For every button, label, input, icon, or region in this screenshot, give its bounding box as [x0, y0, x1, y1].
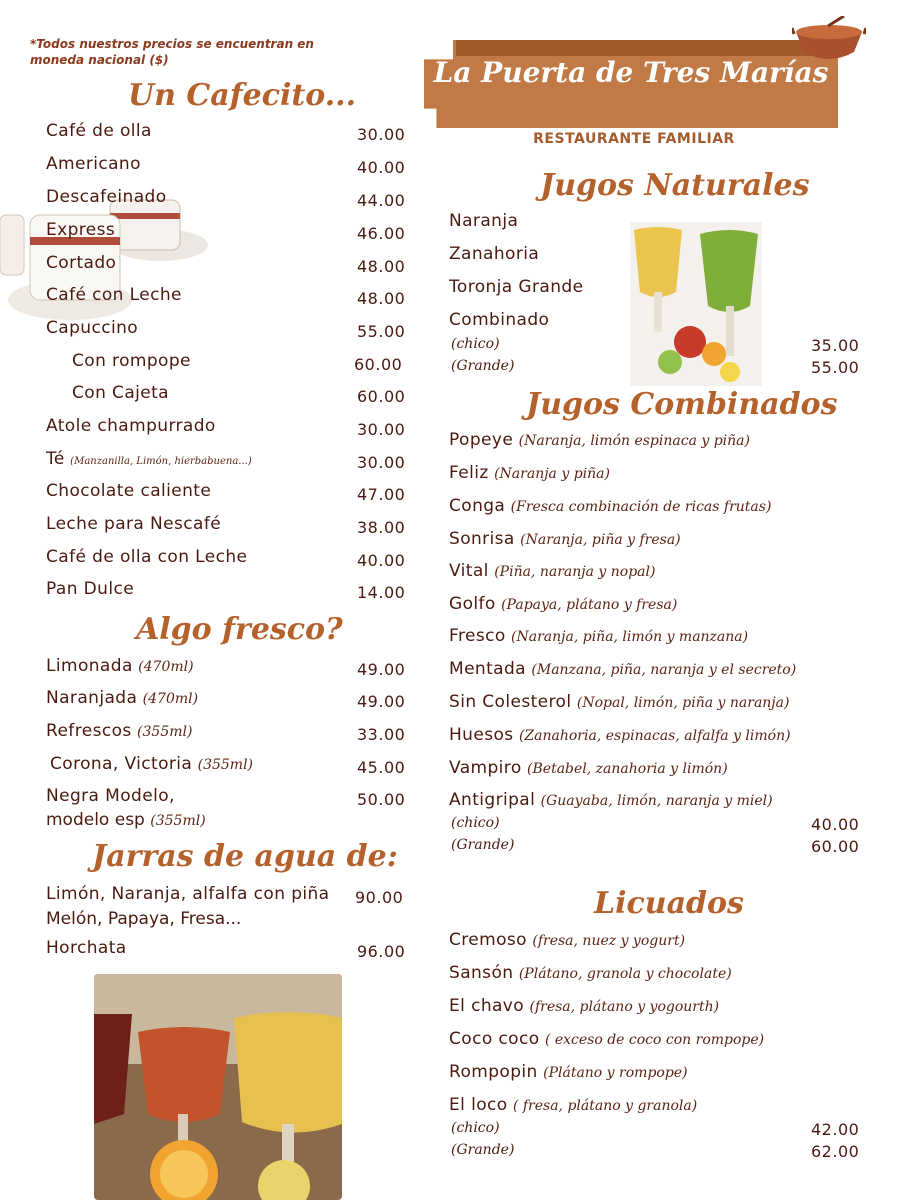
- menu-item-line2: modelo esp (355ml): [46, 810, 206, 830]
- fresco-title: Algo fresco?: [136, 612, 343, 647]
- menu-item: Sin Colesterol (Nopal, limón, piña y naranja): [449, 692, 790, 712]
- menu-price: 40.00: [811, 815, 860, 834]
- menu-item: Naranjada (470ml): [46, 688, 199, 708]
- menu-item: Café de olla con Leche: [46, 547, 248, 567]
- menu-price: 90.00: [355, 888, 404, 907]
- menu-item-line2: Melón, Papaya, Fresa...: [46, 909, 242, 929]
- menu-item: Refrescos (355ml): [46, 721, 193, 741]
- menu-item: Sansón (Plátano, granola y chocolate): [449, 963, 732, 983]
- menu-item: Corona, Victoria (355ml): [50, 754, 254, 774]
- size-label: (Grande): [451, 1142, 515, 1158]
- menu-price: 48.00: [357, 289, 406, 308]
- menu-price: 35.00: [811, 336, 860, 355]
- menu-item: Naranja: [449, 211, 519, 231]
- menu-item: Limón, Naranja, alfalfa con piña: [46, 884, 330, 904]
- menu-price: 45.00: [357, 758, 406, 777]
- menu-price: 38.00: [357, 518, 406, 537]
- menu-item: Capuccino: [46, 318, 139, 338]
- menu-price: 60.00: [354, 355, 403, 374]
- menu-price: 60.00: [811, 837, 860, 856]
- menu-price: 49.00: [357, 692, 406, 711]
- menu-item: Atole champurrado: [46, 416, 216, 436]
- menu-item: Rompopin (Plátano y rompope): [449, 1062, 688, 1082]
- menu-item: Fresco (Naranja, piña, limón y manzana): [449, 626, 749, 646]
- menu-item: Conga (Fresca combinación de ricas frutas): [449, 496, 772, 516]
- menu-price: 62.00: [811, 1142, 860, 1161]
- menu-item: Pan Dulce: [46, 579, 135, 599]
- menu-item: Combinado: [449, 310, 550, 330]
- menu-price: 42.00: [811, 1120, 860, 1139]
- menu-price: 40.00: [357, 158, 406, 177]
- menu-price: 50.00: [357, 790, 406, 809]
- menu-item: Café de olla: [46, 121, 152, 141]
- clay-pot-icon: [792, 16, 866, 68]
- menu-price: 55.00: [357, 322, 406, 341]
- menu-price: 40.00: [357, 551, 406, 570]
- menu-price: 30.00: [357, 453, 406, 472]
- jugos-combinados-title: Jugos Combinados: [526, 387, 838, 422]
- menu-item: Toronja Grande: [449, 277, 584, 297]
- menu-price: 49.00: [357, 660, 406, 679]
- menu-item: Chocolate caliente: [46, 481, 212, 501]
- menu-price: 14.00: [357, 583, 406, 602]
- menu-item: Golfo (Papaya, plátano y fresa): [449, 594, 678, 614]
- menu-item: Americano: [46, 154, 141, 174]
- size-label: (chico): [451, 1120, 500, 1136]
- menu-item: Feliz (Naranja y piña): [449, 463, 610, 483]
- menu-item: Cremoso (fresa, nuez y yogurt): [449, 930, 686, 950]
- menu-item: Antigripal (Guayaba, limón, naranja y miel): [449, 790, 773, 810]
- restaurant-subtitle: RESTAURANTE FAMILIAR: [533, 131, 735, 147]
- menu-price: 96.00: [357, 942, 406, 961]
- menu-item: Mentada (Manzana, piña, naranja y el secreto): [449, 659, 797, 679]
- menu-price: 60.00: [357, 387, 406, 406]
- menu-item: El chavo (fresa, plátano y yogourth): [449, 996, 720, 1016]
- menu-item: Con rompope: [72, 351, 191, 371]
- menu-item: Negra Modelo,: [46, 786, 175, 806]
- menu-item: Sonrisa (Naranja, piña y fresa): [449, 529, 681, 549]
- menu-item: Con Cajeta: [72, 383, 170, 403]
- menu-item: Express: [46, 220, 116, 240]
- menu-price: 55.00: [811, 358, 860, 377]
- size-label: (Grande): [451, 358, 515, 374]
- fresh-juices-photo: [630, 222, 762, 386]
- size-label: (chico): [451, 815, 500, 831]
- menu-item: Descafeinado: [46, 187, 167, 207]
- menu-item: Horchata: [46, 938, 127, 958]
- menu-item: Limonada (470ml): [46, 656, 194, 676]
- cafecito-title: Un Cafecito...: [128, 78, 357, 113]
- menu-item: Leche para Nescafé: [46, 514, 222, 534]
- jarras-title: Jarras de agua de:: [92, 839, 398, 874]
- menu-price: 47.00: [357, 485, 406, 504]
- menu-item: Café con Leche: [46, 285, 182, 305]
- size-label: (chico): [451, 336, 500, 352]
- menu-item: Popeye (Naranja, limón espinaca y piña): [449, 430, 750, 450]
- menu-price: 30.00: [357, 125, 406, 144]
- jugos-naturales-title: Jugos Naturales: [540, 168, 810, 203]
- menu-price: 30.00: [357, 420, 406, 439]
- menu-price: 46.00: [357, 224, 406, 243]
- menu-item: Té (Manzanilla, Limón, hierbabuena...): [46, 449, 252, 469]
- menu-item: Coco coco ( exceso de coco con rompope): [449, 1029, 765, 1049]
- menu-item: El loco ( fresa, plátano y granola): [449, 1095, 698, 1115]
- menu-item: Vital (Piña, naranja y nopal): [449, 561, 656, 581]
- menu-item: Cortado: [46, 253, 117, 273]
- juice-glasses-photo: [94, 974, 342, 1200]
- menu-item: Zanahoria: [449, 244, 540, 264]
- header-banner-accent: [456, 40, 838, 56]
- menu-item: Vampiro (Betabel, zanahoria y limón): [449, 758, 728, 778]
- menu-price: 33.00: [357, 725, 406, 744]
- restaurant-name: La Puerta de Tres Marías: [433, 56, 829, 89]
- size-label: (Grande): [451, 837, 515, 853]
- currency-note: *Todos nuestros precios se encuentran en moneda nacional ($): [30, 37, 314, 67]
- menu-price: 48.00: [357, 257, 406, 276]
- menu-item: Huesos (Zanahoria, espinacas, alfalfa y limón): [449, 725, 791, 745]
- menu-price: 44.00: [357, 191, 406, 210]
- licuados-title: Licuados: [594, 886, 744, 921]
